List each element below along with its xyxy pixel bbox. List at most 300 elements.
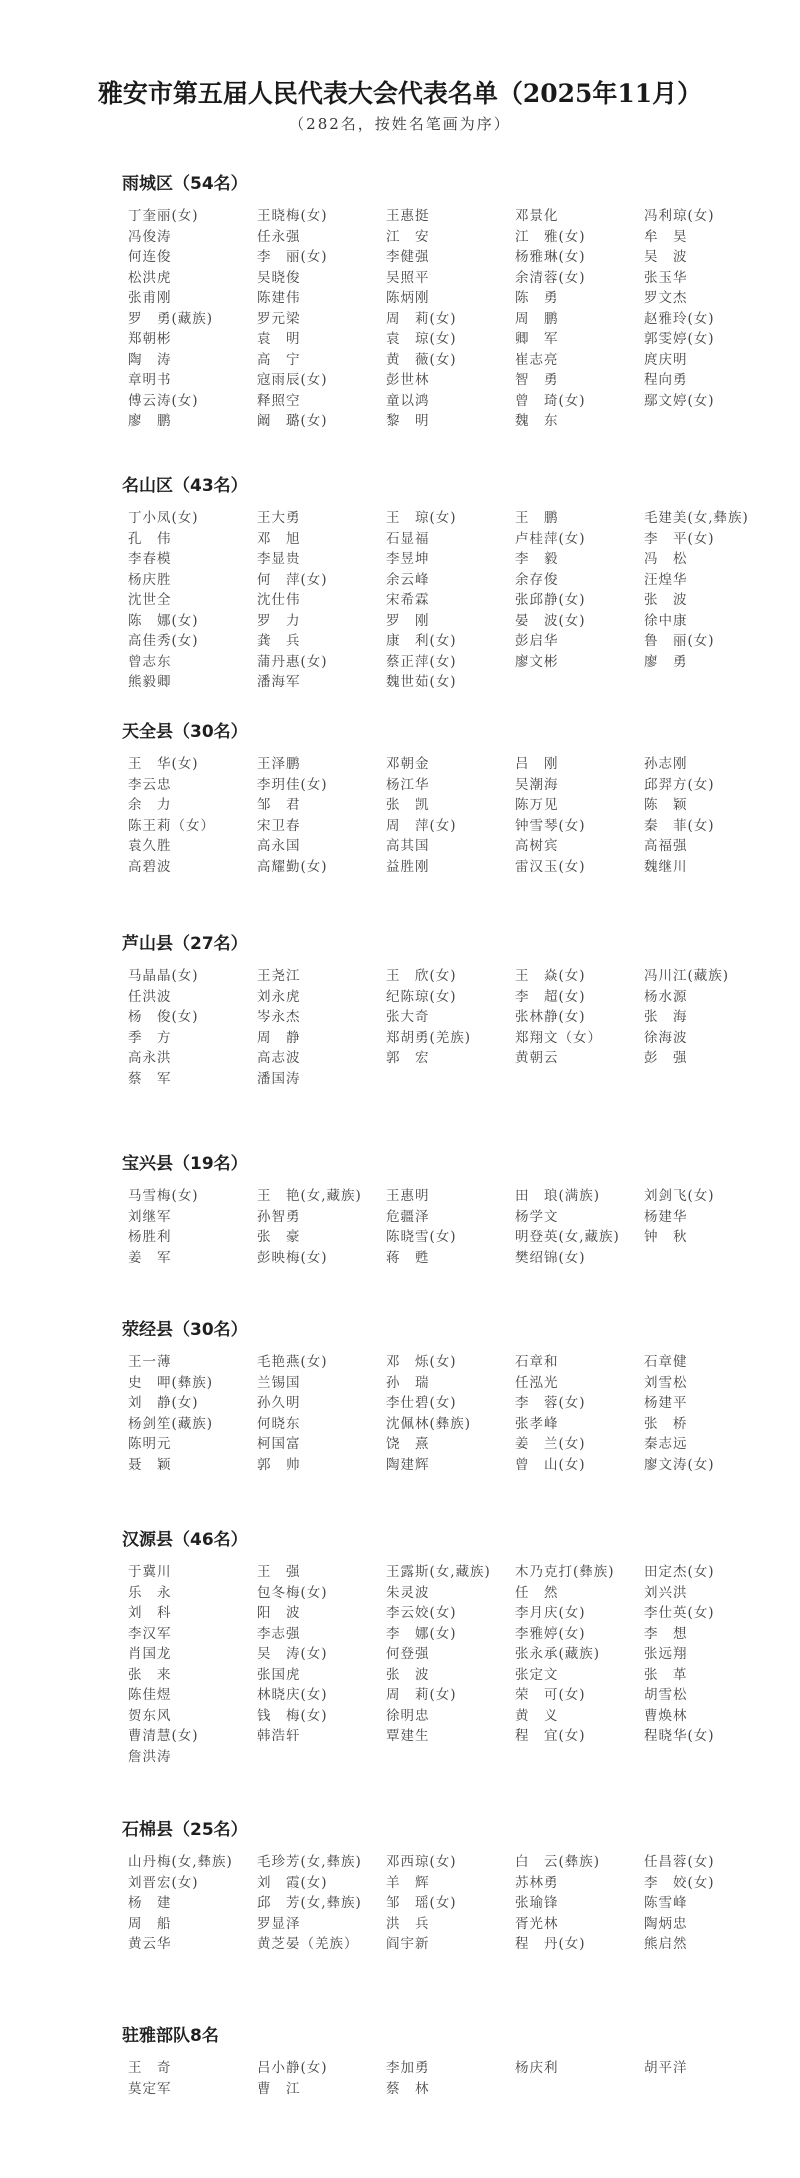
section-shimian [122,1818,782,1955]
delegate-name: 高碧波 [128,858,172,875]
delegate-name: 胥光林 [515,1915,559,1932]
section-heading: 汉源县（46名） [122,1530,248,1550]
delegate-name: 松洪虎 [128,269,172,286]
delegate-name: 陈炳刚 [386,290,430,306]
delegate-name: 李加勇 [386,2060,430,2076]
delegate-name: 冯川江(藏族) [644,968,730,984]
delegate-name: 肖国龙 [128,1646,172,1662]
section-heading: 天全县（30名） [122,722,248,742]
delegate-name: 王 强 [257,1564,301,1580]
section-mingshan [122,474,782,693]
delegate-name: 程 丹(女) [515,1936,586,1952]
section-garrison [122,2024,782,2099]
delegate-name: 刘 霞(女) [257,1874,328,1891]
delegate-name: 江 雅(女) [515,228,586,245]
delegate-name: 曾 山(女) [515,1456,586,1473]
delegate-name: 高佳秀(女) [128,633,199,649]
delegate-name: 高志波 [257,1050,301,1066]
delegate-name: 余存俊 [515,571,559,588]
delegate-name: 王惠挺 [386,208,430,224]
delegate-name: 杨雅琳(女) [515,249,586,265]
delegate-name: 袁 琼(女) [386,331,457,347]
delegate-name: 吴晓俊 [257,269,301,286]
delegate-name: 刘继军 [128,1208,172,1225]
delegate-name: 张 来 [128,1666,172,1683]
delegate-name: 雷汉玉(女) [515,858,586,875]
delegate-name: 袁 明 [257,331,301,347]
delegate-name: 姜 军 [128,1249,172,1266]
delegate-name: 山丹梅(女,彝族) [128,1854,233,1870]
delegate-name: 王 奇 [128,2060,172,2076]
delegate-name: 胡平洋 [644,2060,688,2076]
delegate-name: 李月庆(女) [515,1605,586,1621]
delegate-name: 牟 昊 [644,228,688,245]
delegate-name: 王一薄 [128,1354,172,1370]
delegate-name: 黄 义 [515,1707,559,1724]
delegate-name: 林晓庆(女) [257,1687,328,1703]
delegate-name: 李显贵 [257,551,301,567]
delegate-name: 魏继川 [644,858,688,875]
delegate-name: 陈雪峰 [644,1895,688,1911]
delegate-name: 邓 旭 [257,530,301,547]
delegate-name: 熊毅卿 [128,674,172,690]
delegate-name: 阎宇新 [386,1936,430,1952]
delegate-name: 马晶晶(女) [128,968,199,984]
section-yingjing [122,1318,782,1475]
delegate-name: 詹洪涛 [128,1748,172,1765]
delegate-name: 钟雪琴(女) [515,817,586,834]
delegate-name: 曹清慧(女) [128,1728,199,1744]
delegate-name: 冯俊涛 [128,228,172,245]
delegate-name: 秦志远 [644,1436,688,1452]
delegate-name: 杨学文 [515,1208,559,1225]
delegate-name: 石章和 [515,1354,559,1370]
delegate-name: 洪 兵 [386,1915,430,1932]
delegate-name: 张邱静(女) [515,592,586,608]
delegate-name: 郭 宏 [386,1050,430,1066]
delegate-name: 李 蓉(女) [515,1395,586,1411]
delegate-name: 罗 勇(藏族) [128,310,214,327]
delegate-name: 史 呷(彝族) [128,1374,214,1391]
delegate-name: 陈 娜(女) [128,612,199,629]
delegate-name: 刘剑飞(女) [644,1188,715,1204]
delegate-name: 李健强 [386,249,430,265]
delegate-name: 李玥佳(女) [257,776,328,793]
delegate-name: 张 桥 [644,1415,688,1432]
delegate-name: 张瑜锋 [515,1895,559,1911]
delegate-name: 潘海军 [257,674,301,690]
delegate-name: 刘 科 [128,1605,172,1621]
delegate-name: 黄 薇(女) [386,351,457,368]
section-hanyuan [122,1528,782,1767]
delegate-name: 吴 涛(女) [257,1646,328,1662]
delegate-name: 周 莉(女) [386,1687,457,1703]
delegate-name: 吴潮海 [515,776,559,793]
delegate-name: 孙智勇 [257,1208,301,1225]
delegate-name: 陈明元 [128,1436,172,1452]
delegate-name: 张 波 [386,1666,430,1683]
delegate-name: 邹 瑶(女) [386,1895,457,1911]
delegate-name: 李 超(女) [515,988,586,1005]
delegate-name: 陈晓雪(女) [386,1229,457,1245]
delegate-name: 明登英(女,藏族) [515,1229,620,1245]
delegate-name: 刘兴洪 [644,1584,688,1601]
delegate-name: 钱 梅(女) [257,1707,328,1724]
delegate-name: 童以鸿 [386,392,430,409]
delegate-name: 李 平(女) [644,530,715,547]
delegate-name: 张国虎 [257,1666,301,1683]
section-yucheng [122,172,782,432]
delegate-name: 卢桂萍(女) [515,530,586,547]
section-heading: 驻雅部队8名 [122,2026,219,2046]
delegate-name: 李汉军 [128,1625,172,1642]
delegate-name: 魏世茹(女) [386,674,457,690]
delegate-name: 岑永杰 [257,1009,301,1025]
delegate-name: 孙 瑞 [386,1374,430,1391]
delegate-name: 邹 君 [257,797,301,813]
delegate-name: 卿 军 [515,331,559,347]
section-heading: 名山区（43名） [122,476,248,496]
delegate-name: 韩浩轩 [257,1728,301,1744]
delegate-name: 任洪波 [128,988,172,1005]
delegate-name: 杨胜利 [128,1229,172,1245]
delegate-name: 樊绍锦(女) [515,1249,586,1266]
delegate-name: 罗元梁 [257,310,301,327]
delegate-name: 石章健 [644,1354,688,1370]
delegate-name: 周 船 [128,1915,172,1932]
delegate-name: 高树宾 [515,838,559,854]
delegate-name: 周 鹏 [515,310,559,327]
delegate-name: 陈 颖 [644,797,688,813]
delegate-name: 李 毅 [515,551,559,567]
delegate-name: 杨水源 [644,988,688,1005]
delegate-name: 余云峰 [386,571,430,588]
delegate-name: 周 静 [257,1029,301,1046]
section-heading: 石棉县（25名） [122,1820,248,1840]
delegate-name: 姜 兰(女) [515,1436,586,1452]
delegate-name: 田 琅(满族) [515,1188,601,1204]
delegate-name: 白 云(彝族) [515,1854,601,1870]
delegate-name: 张大奇 [386,1009,430,1025]
delegate-name: 邱 芳(女,彝族) [257,1895,362,1911]
delegate-name: 张甫刚 [128,290,172,306]
delegate-name: 邓景化 [515,208,559,224]
delegate-name: 毛建美(女,彝族) [644,510,749,526]
page-title: 雅安市第五届人民代表大会代表名单（2025年11月） [97,79,703,108]
delegate-name: 毛珍芳(女,彝族) [257,1854,362,1870]
delegate-name: 郭雯婷(女) [644,331,715,347]
delegate-name: 高永洪 [128,1050,172,1066]
delegate-name: 廖文涛(女) [644,1456,715,1473]
delegate-name: 程 宜(女) [515,1728,586,1744]
delegate-name: 丁奎丽(女) [128,208,199,224]
delegate-name: 高耀勤(女) [257,858,328,875]
delegate-name: 陈万见 [515,797,559,813]
delegate-name: 廖文彬 [515,653,559,670]
delegate-name: 王 琼(女) [386,510,457,526]
section-heading: 芦山县（27名） [122,934,248,954]
delegate-name: 毛艳燕(女) [257,1354,328,1370]
delegate-name: 廖 勇 [644,653,688,670]
delegate-name: 于冀川 [128,1564,172,1580]
delegate-name: 蔡 林 [386,2080,430,2097]
delegate-name: 冯 松 [644,551,688,567]
delegate-name: 邓朝金 [386,756,430,772]
delegate-name: 罗 刚 [386,612,430,629]
delegate-name: 杨建平 [644,1395,688,1411]
delegate-name: 吴 波 [644,249,688,265]
delegate-name: 任永强 [257,228,301,245]
delegate-name: 孙志刚 [644,756,688,772]
delegate-name: 熊启然 [644,1936,688,1952]
delegate-name: 蔡正萍(女) [386,653,457,670]
delegate-name: 兰锡国 [257,1374,301,1391]
delegate-name: 田定杰(女) [644,1564,715,1580]
name-grid [122,2058,782,2099]
delegate-name: 陶建辉 [386,1456,430,1473]
delegate-name: 邱羿方(女) [644,776,715,793]
delegate-name: 丁小凤(女) [128,510,199,526]
delegate-name: 郑翔文（女） [515,1029,602,1046]
delegate-name: 周 莉(女) [386,310,457,327]
delegate-name: 刘晋宏(女) [128,1874,199,1891]
delegate-name: 石显福 [386,530,430,547]
delegate-name: 吕 刚 [515,756,559,772]
delegate-name: 王 欣(女) [386,968,457,984]
delegate-name: 沈佩林(彝族) [386,1415,472,1432]
delegate-name: 彭 强 [644,1050,688,1066]
section-heading: 雨城区（54名） [122,174,248,194]
delegate-name: 蒋 甦 [386,1249,430,1266]
delegate-name: 罗文杰 [644,290,688,306]
delegate-name: 康 利(女) [386,633,457,649]
delegate-name: 杨庆胜 [128,571,172,588]
delegate-name: 彭启华 [515,633,559,649]
delegate-name: 张 波 [644,592,688,608]
delegate-name: 覃建生 [386,1728,430,1744]
delegate-name: 黄云华 [128,1936,172,1952]
delegate-name: 蒲丹惠(女) [257,653,328,670]
delegate-name: 庹庆明 [644,351,688,368]
delegate-name: 苏林勇 [515,1874,559,1891]
delegate-name: 鲁 丽(女) [644,633,715,649]
delegate-name: 阚 璐(女) [257,413,328,429]
delegate-name: 章明书 [128,372,172,388]
delegate-name: 王惠明 [386,1188,430,1204]
name-grid [122,966,782,1089]
delegate-name: 沈仕伟 [257,592,301,608]
delegate-name: 李 丽(女) [257,249,328,265]
delegate-name: 曾 琦(女) [515,392,586,409]
delegate-name: 沈世全 [128,592,172,608]
delegate-name: 李云姣(女) [386,1605,457,1621]
delegate-name: 乐 永 [128,1584,172,1601]
delegate-name: 宋希霖 [386,592,430,608]
section-heading: 荥经县（30名） [122,1320,248,1340]
delegate-name: 任泓光 [515,1374,559,1391]
delegate-name: 罗 力 [257,612,301,629]
delegate-name: 李志强 [257,1625,301,1642]
delegate-name: 高福强 [644,838,688,854]
delegate-name: 张 豪 [257,1229,301,1245]
delegate-name: 张定文 [515,1666,559,1683]
delegate-name: 何登强 [386,1646,430,1662]
delegate-name: 何连俊 [128,249,172,265]
section-lushan [122,932,782,1089]
delegate-name: 龚 兵 [257,633,301,649]
section-baoxing [122,1152,782,1268]
delegate-name: 冯利琼(女) [644,208,715,224]
delegate-name: 江 安 [386,228,430,245]
delegate-name: 高其国 [386,838,430,854]
delegate-name: 彭世林 [386,372,430,388]
delegate-name: 徐海波 [644,1029,688,1046]
delegate-name: 张 海 [644,1009,688,1025]
delegate-name: 罗显泽 [257,1915,301,1932]
delegate-name: 郑朝彬 [128,331,172,347]
delegate-name: 聂 颖 [128,1456,172,1473]
delegate-name: 智 勇 [515,372,559,388]
delegate-name: 宋卫春 [257,817,301,834]
delegate-name: 王大勇 [257,510,301,526]
delegate-name: 王 艳(女,藏族) [257,1188,362,1204]
delegate-name: 李春模 [128,551,172,567]
delegate-name: 李仕英(女) [644,1605,715,1621]
delegate-name: 贺东风 [128,1707,172,1724]
delegate-name: 袁久胜 [128,838,172,854]
delegate-name: 钟 秋 [644,1229,688,1245]
delegate-name: 柯国富 [257,1436,301,1452]
delegate-name: 晏 波(女) [515,612,586,629]
delegate-name: 杨江华 [386,776,430,793]
delegate-name: 秦 菲(女) [644,817,715,834]
delegate-name: 王 鹏 [515,510,559,526]
delegate-name: 陈建伟 [257,290,301,306]
delegate-name: 黄朝云 [515,1050,559,1066]
delegate-name: 任 然 [515,1584,559,1601]
name-grid [122,206,782,432]
delegate-name: 廖 鹏 [128,413,172,429]
delegate-name: 张 革 [644,1666,688,1683]
delegate-name: 王露斯(女,藏族) [386,1564,491,1580]
delegate-name: 莫定军 [128,2080,172,2097]
delegate-name: 何 萍(女) [257,571,328,588]
delegate-name: 李云忠 [128,776,172,793]
delegate-name: 李 娜(女) [386,1625,457,1642]
delegate-name: 王尧江 [257,968,301,984]
delegate-name: 潘国涛 [257,1070,301,1087]
delegate-name: 蔡 军 [128,1070,172,1087]
delegate-name: 曹焕林 [644,1707,688,1724]
delegate-name: 余 力 [128,797,172,813]
delegate-name: 杨剑笙(藏族) [128,1415,214,1432]
delegate-name: 张林静(女) [515,1009,586,1025]
delegate-name: 王晓梅(女) [257,208,328,224]
section-tianquan [122,720,782,877]
delegate-name: 陈王莉（女） [128,817,215,834]
delegate-name: 释照空 [257,392,301,409]
delegate-name: 李仕碧(女) [386,1395,457,1411]
delegate-name: 刘 静(女) [128,1395,199,1411]
delegate-name: 陈佳煜 [128,1687,172,1703]
delegate-name: 危疆泽 [386,1208,430,1225]
delegate-name: 张远翔 [644,1646,688,1662]
delegate-name: 曾志东 [128,653,172,670]
delegate-name: 刘永虎 [257,988,301,1005]
delegate-name: 张 凯 [386,797,430,813]
delegate-name: 陶炳忠 [644,1915,688,1932]
delegate-name: 吕小静(女) [257,2060,328,2076]
delegate-name: 包冬梅(女) [257,1584,328,1601]
delegate-name: 刘雪松 [644,1374,688,1391]
section-heading: 宝兴县（19名） [122,1154,248,1174]
delegate-name: 余清蓉(女) [515,269,586,286]
delegate-name: 魏 东 [515,413,559,429]
delegate-name: 彭映梅(女) [257,1249,328,1266]
delegate-name: 周 萍(女) [386,817,457,834]
delegate-name: 徐中康 [644,612,688,629]
delegate-name: 张玉华 [644,269,688,286]
delegate-name: 羊 辉 [386,1874,430,1891]
delegate-name: 黎 明 [386,413,430,429]
delegate-name: 杨 建 [128,1895,172,1911]
delegate-name: 杨庆利 [515,2060,559,2076]
delegate-name: 鄢文婷(女) [644,392,715,409]
name-grid [122,1562,782,1767]
name-grid [122,1186,782,1268]
delegate-name: 王 华(女) [128,756,199,772]
delegate-name: 黄芝晏（羌族） [257,1936,359,1952]
delegate-name: 孔 伟 [128,530,172,547]
delegate-name: 高 宁 [257,351,301,368]
delegate-name: 何晓东 [257,1415,301,1432]
delegate-name: 王 焱(女) [515,968,586,984]
delegate-name: 寇雨辰(女) [257,372,328,388]
delegate-name: 陶 涛 [128,351,172,368]
delegate-name: 郭 帅 [257,1456,301,1473]
delegate-name: 邓西琼(女) [386,1854,457,1870]
delegate-name: 郑胡勇(羌族) [386,1029,472,1046]
delegate-name: 程向勇 [644,372,688,388]
delegate-name: 吴照平 [386,269,430,286]
delegate-name: 杨 俊(女) [128,1009,199,1025]
delegate-name: 曹 江 [257,2080,301,2097]
delegate-name: 马雪梅(女) [128,1188,199,1204]
name-grid [122,508,782,693]
delegate-name: 杨建华 [644,1208,688,1225]
delegate-name: 饶 熹 [386,1436,430,1452]
delegate-name: 李 姣(女) [644,1874,715,1891]
delegate-name: 王泽鹏 [257,756,301,772]
delegate-name: 陈 勇 [515,290,559,306]
delegate-name: 徐明忠 [386,1707,430,1724]
delegate-name: 崔志亮 [515,351,559,368]
name-grid [122,754,782,877]
name-grid [122,1352,782,1475]
delegate-name: 纪陈琼(女) [386,988,457,1005]
delegate-name: 傅云涛(女) [128,392,199,409]
delegate-name: 季 方 [128,1029,172,1046]
name-grid [122,1852,782,1955]
delegate-name: 张孝峰 [515,1415,559,1432]
delegate-name: 赵雅玲(女) [644,310,715,327]
delegate-name: 高永国 [257,838,301,854]
delegate-name: 孙久明 [257,1395,301,1411]
delegate-name: 李昱坤 [386,551,430,567]
delegate-name: 荣 可(女) [515,1687,586,1703]
delegate-name: 朱灵波 [386,1584,430,1601]
delegate-name: 胡雪松 [644,1687,688,1703]
